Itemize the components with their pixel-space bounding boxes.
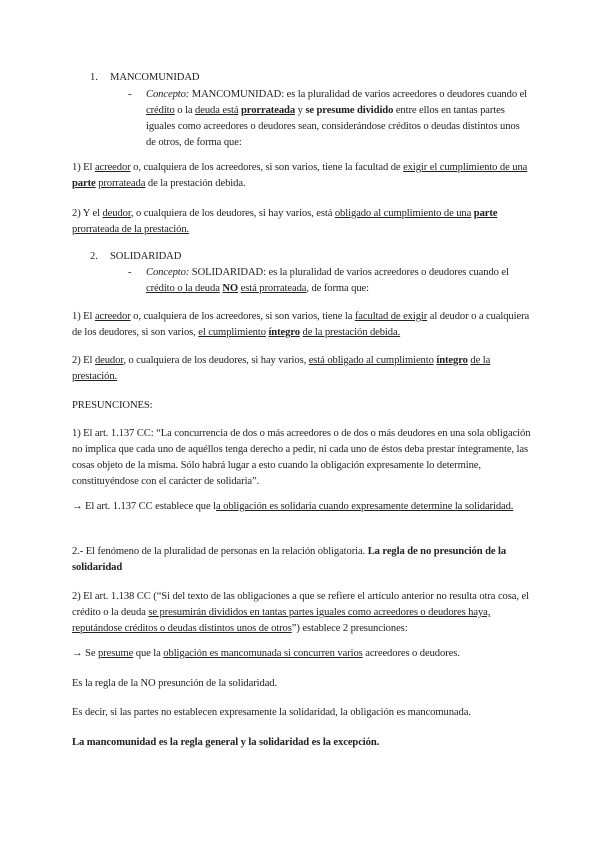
paragraph-art-1137-summary: → El art. 1.137 CC establece que la obligación es solidaria cuando expresamente determine la solidaridad. (72, 501, 514, 512)
section-heading-solidaridad (90, 249, 181, 265)
concept-solidaridad: - Concepto: SOLIDARIDAD: es la pluralidad de varios acreedores o deudores cuando el crédito o la deuda NO está prorrateada, de forma que: (128, 267, 509, 294)
arrow-icon: → (72, 648, 83, 659)
section-title: SOLIDARIDAD (110, 251, 182, 262)
concept-label: Concepto: (146, 89, 190, 100)
concept-label: Concepto: (146, 267, 190, 278)
paragraph-art-1137: 1) El art. 1.137 CC: “La concurrencia de dos o más acreedores o de dos o más deudores en una sola obligación no implica que cada uno de aquéllos tenga derecho a pedir, ni cada uno de éstos deba prestar íntegramente, las cosas objeto de la misma. Sólo habrá lugar a esto cuando la obligación expresamente lo determine, constituyéndose con el carácter de solidaria”. (72, 428, 531, 487)
section-number: 2. (90, 251, 98, 262)
paragraph-art-1138: 2) El art. 1.138 CC (“Si del texto de las obligaciones a que se refiere el artículo anterior no resulta otra cosa, el crédito o la deuda se presumirán divididos en tantas partes iguales como acreedores o deudores haya, reputándose créditos o deudas distintos unos de otros”) establece 2 presunciones: (72, 591, 529, 634)
bullet-dash: - (128, 267, 132, 278)
bullet-dash: - (128, 89, 132, 100)
paragraph-solidaridad-2: 2) El deudor, o cualquiera de los deudores, si hay varios, está obligado al cumplimiento íntegro de la prestación. (72, 355, 491, 382)
section-heading-mancomunidad (90, 70, 199, 86)
section-title: MANCOMUNIDAD (110, 72, 200, 83)
paragraph-conclusion: La mancomunidad es la regla general y la solidaridad es la excepción. (72, 737, 380, 748)
paragraph-presume: → Se presume que la obligación es mancomunada si concurren varios acreedores o deudores. (72, 648, 460, 659)
concept-mancomunidad: - Concepto: MANCOMUNIDAD: es la pluralidad de varios acreedores o deudores cuando el crédito o la deuda está prorrateada y se presume dividido entre ellos en tantas partes iguales como acreedores o deudores sean, considerándose créditos o deudas distintos unos de otros, de forma que: (128, 89, 528, 148)
paragraph-mancomunidad-1: 1) El acreedor o, cualquiera de los acreedores, si son varios, tiene la facultad de exigir el cumplimiento de una parte prorrateada de la prestación debida. (72, 162, 528, 189)
arrow-icon: → (72, 501, 83, 512)
paragraph-regla-no-presuncion: Es la regla de la NO presunción de la solidaridad. (72, 678, 278, 689)
presunciones-heading: PRESUNCIONES: (72, 400, 153, 411)
section-number: 1. (90, 72, 98, 83)
paragraph-mancomunidad-2: 2) Y el deudor, o cualquiera de los deudores, si hay varios, está obligado al cumplimiento de una parte prorrateada de la prestación. (72, 208, 498, 235)
paragraph-solidaridad-1: 1) El acreedor o, cualquiera de los acreedores, si son varios, tiene la facultad de exigir al deudor o a cualquiera de los deudores, si son varios, el cumplimiento íntegro de la prestación debida. (72, 311, 530, 338)
paragraph-fenomeno: 2.- El fenómeno de la pluralidad de personas en la relación obligatoria. La regla de no presunción de la solidaridad (72, 546, 507, 573)
paragraph-es-decir: Es decir, si las partes no establecen expresamente la solidaridad, la obligación es mancomunada. (72, 707, 471, 718)
